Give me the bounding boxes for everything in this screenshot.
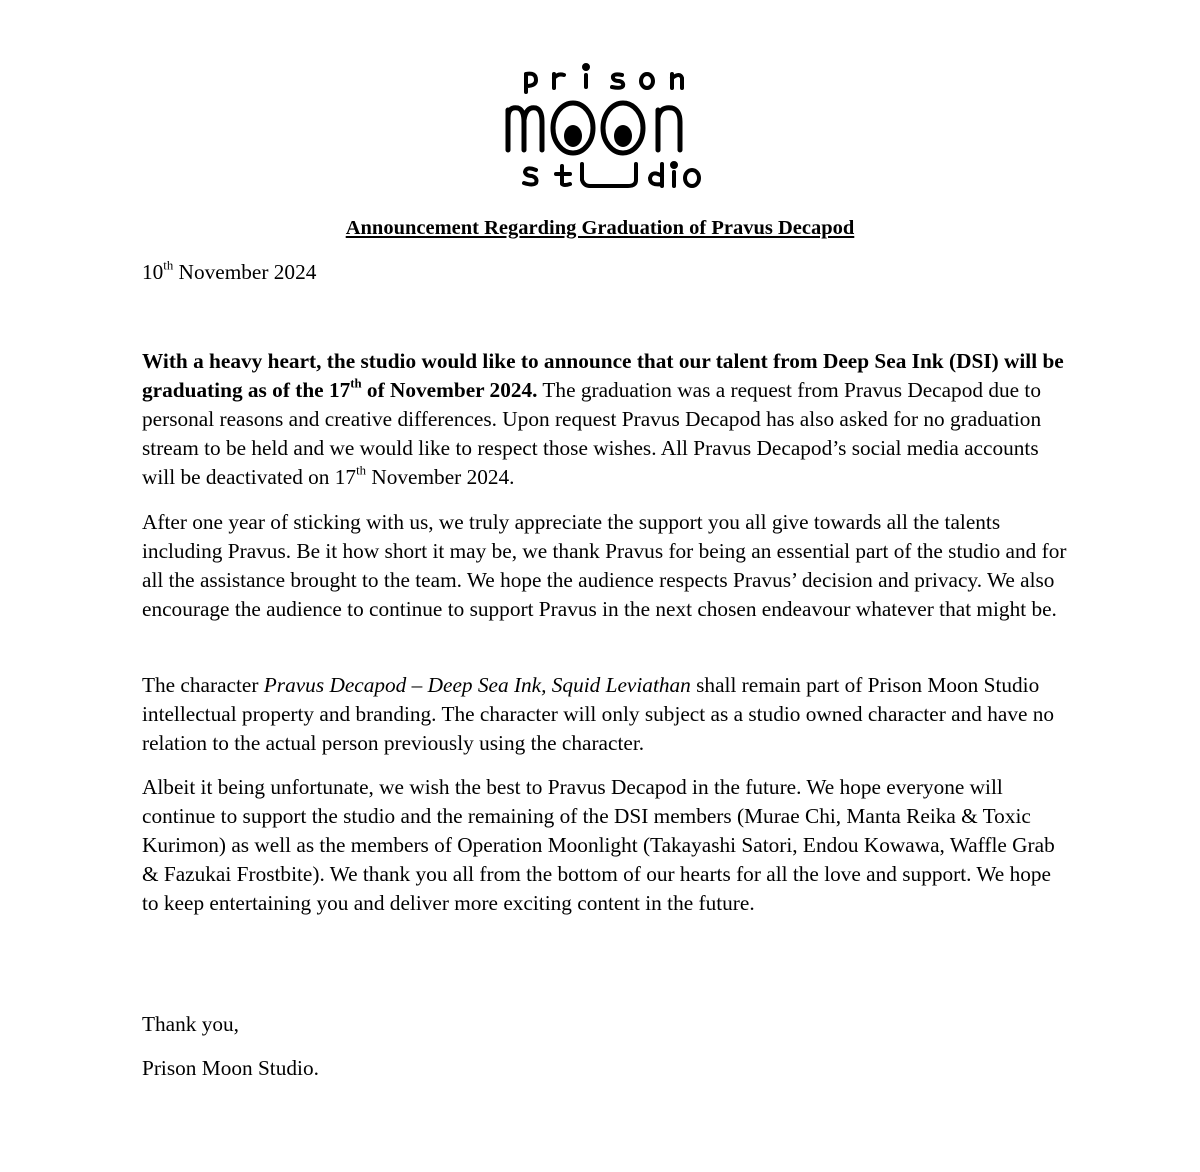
notice-text: The graduation was a request from Pravus Decapod due to personal reasons and creative differences. Upon request Pravus Decapod has also asked for no graduation stream to be held and we would like to respect those wishes. All Pravus Decapod’s social media accounts will be deactivated on 17	[142, 378, 1042, 489]
signature: Prison Moon Studio.	[142, 1056, 319, 1080]
character-name: Pravus Decapod – Deep Sea Ink, Squid Leviathan	[263, 673, 691, 697]
announcement-date	[142, 258, 316, 287]
bold-intro-sup: th	[350, 376, 362, 391]
date-day: 10	[142, 260, 164, 284]
character-text-end: shall remain part of Prison Moon Studio intellectual property and branding. The character will only subject as a studio owned character and have no relation to the actual person previously using the character.	[142, 673, 1055, 755]
prison-moon-studio-logo	[490, 62, 710, 192]
bold-intro-text: With a heavy heart, the studio would like to announce that our talent from Deep Sea Ink (DSI) will be graduating as of the 17	[142, 349, 1064, 402]
announcement-title: Announcement Regarding Graduation of Pravus Decapod	[345, 217, 855, 239]
character-text-start: The character	[142, 673, 264, 697]
closing-line: Thank you,	[142, 1012, 240, 1036]
paragraph-appreciation: After one year of sticking with us, we truly appreciate the support you all give towards all the talents including Pravus. Be it how short it may be, we thank Pravus for being an essential part of the studio and for all the assistance brought to the team. We hope the audience respects Pravus’ decision and privacy. We also encourage the audience to continue to support Pravus in the next chosen endeavour whatever that might be.	[142, 510, 1067, 621]
date-month-year: November 2024	[173, 260, 317, 284]
bold-intro-end: of November 2024.	[361, 378, 538, 402]
notice-sup: th	[356, 463, 367, 478]
paragraph-farewell: Albeit it being unfortunate, we wish the best to Pravus Decapod in the future. We hope everyone will continue to support the studio and the remaining of the DSI members (Murae Chi, Manta Reika & Toxic Kurimon) as well as the members of Operation Moonlight (Takayashi Satori, Endou Kowawa, Waffle Grab & Fazukai Frostbite). We thank you all from the bottom of our hearts for all the love and support. We hope to keep entertaining you and deliver more exciting content in the future.	[142, 775, 1055, 915]
notice-end: November 2024.	[366, 465, 515, 489]
paragraph-character-rights	[142, 671, 1072, 758]
date-suffix: th	[163, 258, 174, 273]
paragraph-graduation-notice	[142, 347, 1072, 492]
